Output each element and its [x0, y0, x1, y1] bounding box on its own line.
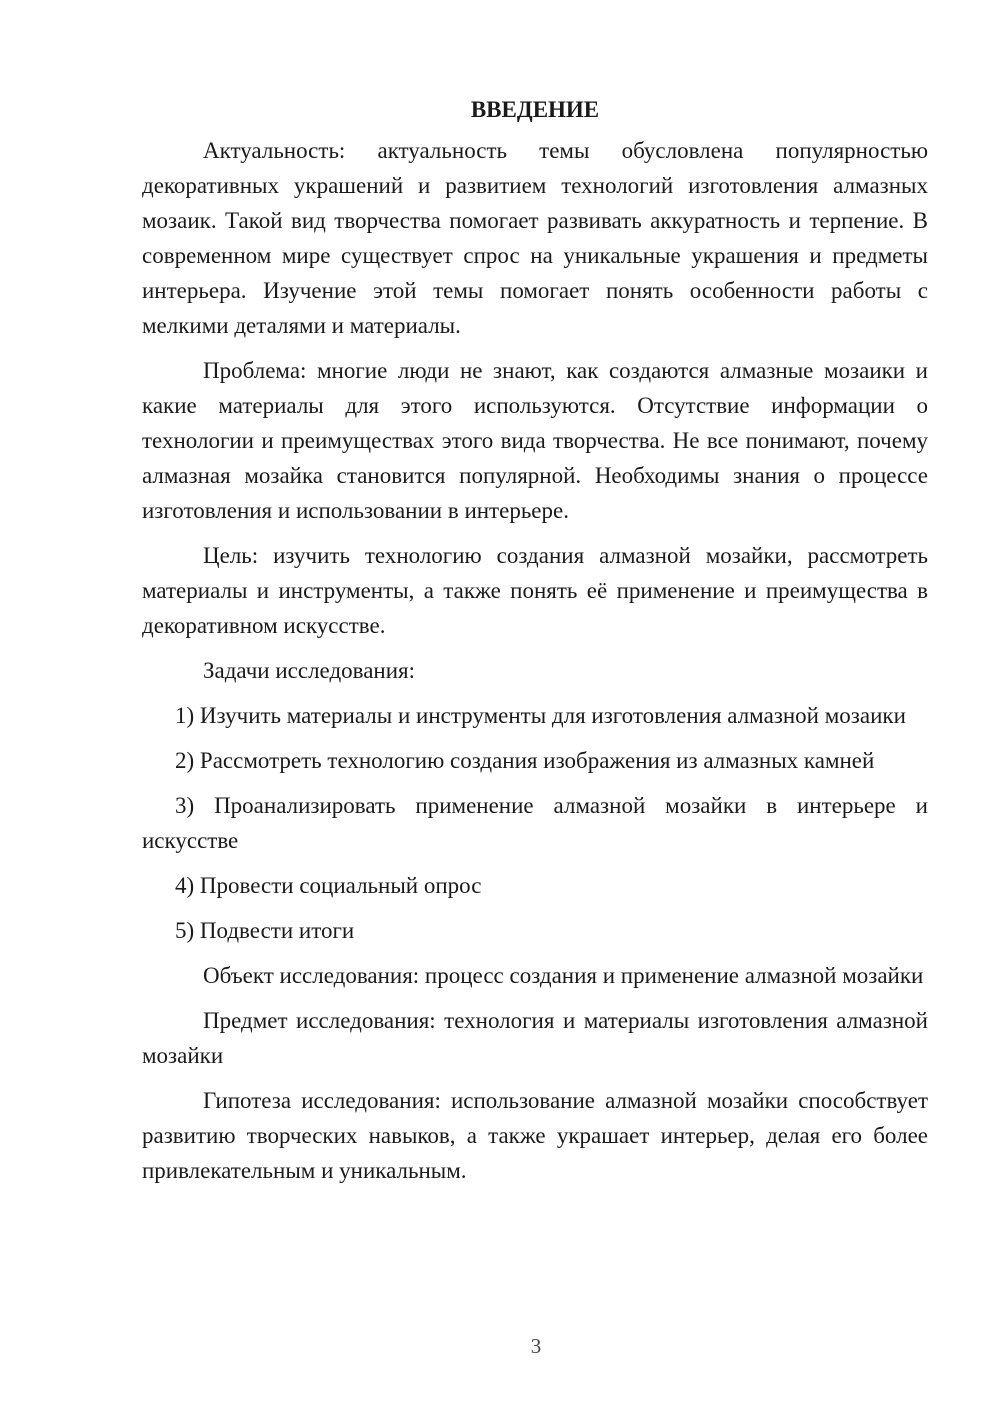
task-item-4: 4) Провести социальный опрос: [175, 873, 482, 898]
subject-paragraph: Предмет исследования: технология и материалы изготовления алмазной мозайки: [142, 1008, 928, 1068]
tasks-heading: Задачи исследования:: [203, 658, 416, 683]
task-item-5: 5) Подвести итоги: [175, 918, 355, 943]
page-number: 3: [530, 1334, 542, 1358]
object-paragraph: Объект исследования: процесс создания и применение алмазной мозайки: [203, 963, 924, 988]
goal-paragraph: Цель: изучить технологию создания алмазной мозайки, рассмотреть материалы и инструменты, а также понять её применение и преимущества в декоративном искусстве.: [142, 543, 928, 638]
task-item-3: 3) Проанализировать применение алмазной мозайки в интерьере и искусстве: [142, 793, 928, 853]
relevance-paragraph: Актуальность: актуальность темы обусловлена популярностью декоративных украшений и развитием технологий изготовления алмазных мозаик. Такой вид творчества помогает развивать аккуратность и терпение. В современном мире существует спрос на уникальные украшения и предметы интерьера. Изучение этой темы помогает понять особенности работы с мелкими деталями и материалы.: [142, 138, 928, 338]
section-title: ВВЕДЕНИЕ: [470, 97, 600, 122]
hypothesis-paragraph: Гипотеза исследования: использование алмазной мозайки способствует развитию творческих навыков, а также украшает интерьер, делая его более привлекательным и уникальным.: [142, 1088, 928, 1183]
task-item-2: 2) Рассмотреть технологию создания изображения из алмазных камней: [175, 748, 875, 773]
task-item-1: 1) Изучить материалы и инструменты для изготовления алмазной мозаики: [175, 703, 906, 728]
problem-paragraph: Проблема: многие люди не знают, как создаются алмазные мозаики и какие материалы для этого используются. Отсутствие информации о технологии и преимуществах этого вида творчества. Не все понимают, почему алмазная мозайка становится популярной. Необходимы знания о процессе изготовления и использовании в интерьере.: [142, 358, 928, 523]
document-page: [142, 92, 928, 1198]
